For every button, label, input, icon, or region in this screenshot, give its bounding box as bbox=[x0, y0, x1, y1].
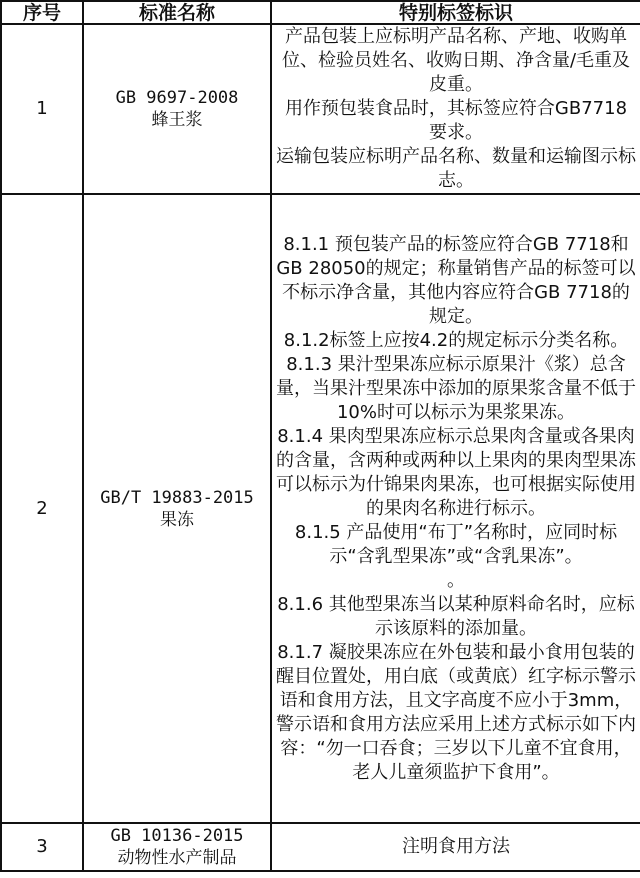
requirement: 8.1.5 产品使用“布丁”名称时，应同时标示“含乳型果冻”或“含乳果冻”。 bbox=[294, 521, 618, 567]
standard-cell bbox=[83, 24, 271, 194]
row-number: 3 bbox=[1, 823, 83, 871]
table-row bbox=[1, 194, 640, 823]
standard-code: GB/T 19883-2015 bbox=[100, 487, 254, 508]
table-row bbox=[1, 24, 640, 194]
requirements-cell bbox=[271, 823, 640, 871]
header-label: 特别标签标识 bbox=[271, 1, 640, 24]
header-no: 序号 bbox=[1, 1, 83, 24]
requirement: 8.1.1 预包装产品的标签应符合GB 7718和GB 28050的规定；称量销售产品的标签可以不标示净含量，其他内容应符合GB 7718的规定。 bbox=[276, 233, 636, 327]
requirement: 8.1.3 果汁型果冻应标示原果汁《浆）总含量，当果汁型果冻中添加的原果浆含量不低于10%时可以标示为果浆果冻。 bbox=[276, 353, 636, 423]
standard-name: 果冻 bbox=[160, 509, 194, 530]
requirement: 8.1.7 凝胶果冻应在外包装和最小食用包装的醒目位置处，用白底（或黄底）红字标示警示语和食用方法，且文字高度不应小于3mm，警示语和食用方法应采用上述方式标示如下内容：“勿一口吞食；三岁以下儿童不宜食用，老人儿童须监护下食用”。 bbox=[276, 641, 636, 783]
standard-code: GB 10136-2015 bbox=[110, 826, 244, 846]
header-standard: 标准名称 bbox=[83, 1, 271, 24]
standard-code: GB 9697-2008 bbox=[115, 88, 239, 108]
requirement: 8.1.6 其他型果冻当以某种原料命名时，应标示该原料的添加量。 bbox=[277, 593, 635, 639]
requirements-cell bbox=[271, 24, 640, 194]
requirement: 用作预包装食品时，其标签应符合GB7718要求。 bbox=[284, 98, 628, 143]
standard-name: 蜂王浆 bbox=[151, 110, 203, 130]
requirement: 产品包装上应标明产品名称、产地、收购单位、检验员姓名、收购日期、净含量/毛重及皮重。 bbox=[281, 26, 631, 95]
row-number: 1 bbox=[1, 24, 83, 194]
requirement: 8.1.4 果肉型果冻应标示总果肉含量或各果肉的含量，含两种或两种以上果肉的果肉型果冻可以标示为什锦果肉果冻，也可根据实际使用的果肉名称进行标示。 bbox=[276, 425, 636, 519]
requirements-cell bbox=[271, 194, 640, 823]
row-number: 2 bbox=[1, 194, 83, 823]
header-row bbox=[1, 1, 640, 24]
requirement: 。 bbox=[447, 569, 465, 591]
table-row bbox=[1, 823, 640, 871]
requirement: 运输包装应标明产品名称、数量和运输图示标志。 bbox=[276, 146, 636, 191]
requirement: 注明食用方法 bbox=[402, 836, 510, 857]
standard-cell bbox=[83, 194, 271, 823]
standard-cell bbox=[83, 823, 271, 871]
requirement: 8.1.2标签上应按4.2的规定标示分类名称。 bbox=[283, 329, 629, 351]
standard-name: 动物性水产制品 bbox=[117, 848, 237, 868]
